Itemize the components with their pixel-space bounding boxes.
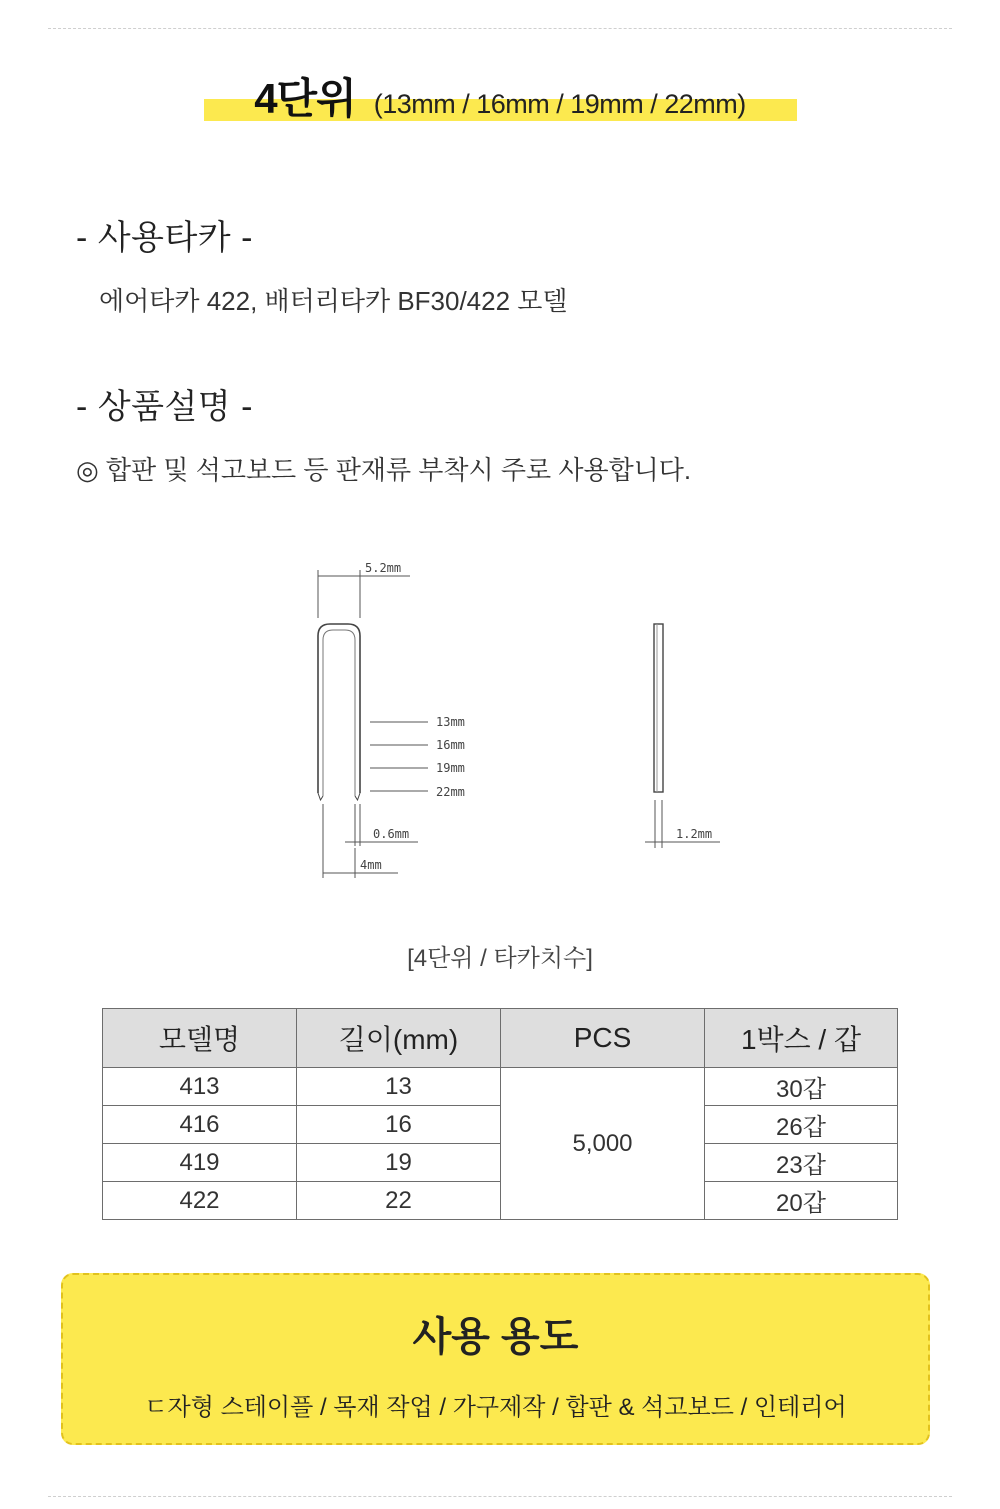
diagram-caption: [4단위 / 타카치수] bbox=[407, 945, 593, 972]
cell-box: 20갑 bbox=[705, 1182, 898, 1220]
header-model: 모델명 bbox=[103, 1009, 297, 1068]
compatible-heading: - 사용타카 - bbox=[76, 219, 253, 257]
staple-dimension-diagram bbox=[290, 548, 730, 888]
cell-length: 19 bbox=[297, 1144, 501, 1182]
title-sizes: (13mm / 16mm / 19mm / 22mm) bbox=[373, 89, 746, 119]
description-text: ◎ 합판 및 석고보드 등 판재류 부착시 주로 사용합니다. bbox=[76, 455, 692, 485]
title-main: 4단위 bbox=[254, 75, 356, 122]
wire-label: 0.6mm bbox=[373, 827, 410, 841]
thickness-label: 1.2mm bbox=[676, 827, 713, 841]
cell-length: 16 bbox=[297, 1106, 501, 1144]
header-length: 길이(mm) bbox=[297, 1009, 501, 1068]
description-heading: - 상품설명 - bbox=[76, 388, 253, 426]
cell-length: 22 bbox=[297, 1182, 501, 1220]
spec-table bbox=[102, 1008, 898, 1220]
compatible-text: 에어타카 422, 배터리타카 BF30/422 모델 bbox=[99, 286, 568, 316]
cell-box: 30갑 bbox=[705, 1068, 898, 1106]
header-box: 1박스 / 갑 bbox=[705, 1009, 898, 1068]
table-row bbox=[103, 1106, 898, 1144]
width-label: 5.2mm bbox=[365, 561, 402, 575]
page-title bbox=[0, 66, 1000, 126]
table-row bbox=[103, 1068, 898, 1106]
cell-model: 416 bbox=[103, 1106, 297, 1144]
length-label-19: 19mm bbox=[436, 761, 465, 775]
cell-model: 422 bbox=[103, 1182, 297, 1220]
table-header-row bbox=[103, 1009, 898, 1068]
header-pcs: PCS bbox=[501, 1009, 705, 1068]
length-label-13: 13mm bbox=[436, 715, 465, 729]
cell-box: 23갑 bbox=[705, 1144, 898, 1182]
table-row bbox=[103, 1182, 898, 1220]
length-label-16: 16mm bbox=[436, 738, 465, 752]
cell-length: 13 bbox=[297, 1068, 501, 1106]
usage-title: 사용 용도 bbox=[412, 1315, 579, 1359]
cell-model: 419 bbox=[103, 1144, 297, 1182]
leg-label: 4mm bbox=[360, 858, 382, 872]
top-divider bbox=[48, 28, 952, 29]
usage-box bbox=[61, 1273, 930, 1445]
table-row bbox=[103, 1144, 898, 1182]
cell-pcs: 5,000 bbox=[501, 1068, 705, 1220]
length-label-22: 22mm bbox=[436, 785, 465, 799]
cell-box: 26갑 bbox=[705, 1106, 898, 1144]
cell-model: 413 bbox=[103, 1068, 297, 1106]
bottom-divider bbox=[48, 1496, 952, 1497]
usage-text: ㄷ자형 스테이플 / 목재 작업 / 가구제작 / 합판 & 석고보드 / 인테리어 bbox=[144, 1394, 847, 1421]
